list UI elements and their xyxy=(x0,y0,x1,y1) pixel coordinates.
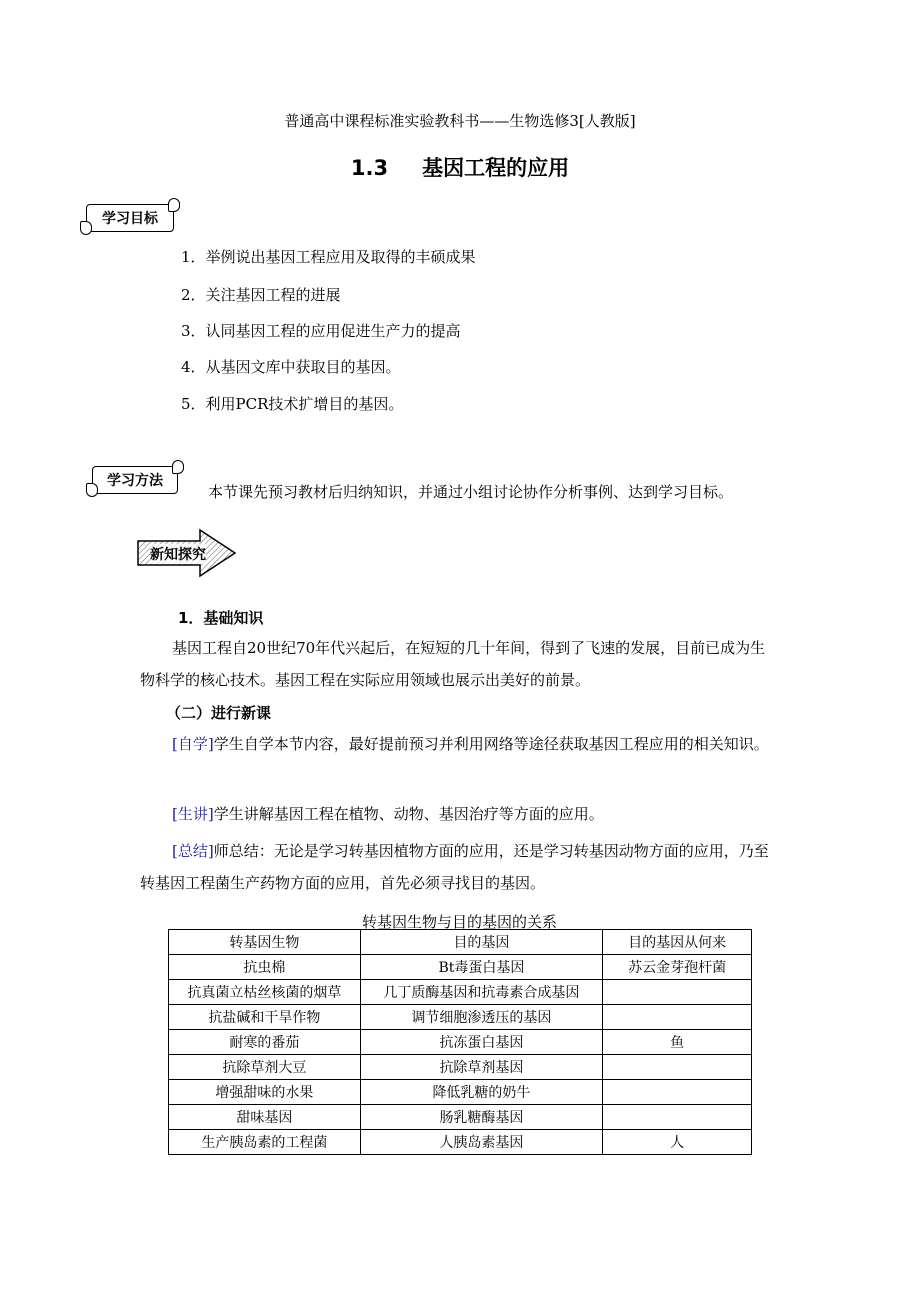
table-caption: 转基因生物与目的基因的关系 xyxy=(361,913,557,931)
table-cell: 抗盐碱和干旱作物 xyxy=(169,1005,361,1030)
scroll-curl-icon xyxy=(86,483,98,497)
summary-tag: [总结] xyxy=(172,842,214,860)
table-cell: Bt毒蛋白基因 xyxy=(360,955,603,980)
table-cell: 甜味基因 xyxy=(169,1105,361,1130)
series-header: 普通高中课程标准实验教科书——生物选修3[人教版] xyxy=(284,112,636,130)
basics-paragraph: 基因工程自20世纪70年代兴起后，在短短的几十年间，得到了飞速的发展，目前已成为生物科学的核心技术。基因工程在实际应用领域也展示出美好的前景。 xyxy=(140,639,766,689)
goal-item: 1．举例说出基因工程应用及取得的丰硕成果 xyxy=(181,248,476,266)
table-cell: 人 xyxy=(603,1130,752,1155)
page-title xyxy=(0,152,920,182)
table-cell: 生产胰岛素的工程菌 xyxy=(169,1130,361,1155)
student-talk-paragraph xyxy=(140,798,780,830)
summary-text: 师总结：无论是学习转基因植物方面的应用，还是学习转基因动物方面的应用，乃至转基因工程菌生产药物方面的应用，首先必须寻找目的基因。 xyxy=(140,842,769,892)
section-title: 基因工程的应用 xyxy=(422,156,570,180)
newlesson-heading: （二）进行新课 xyxy=(166,704,272,722)
table-header-row xyxy=(169,930,752,955)
table-cell: 耐寒的番茄 xyxy=(169,1030,361,1055)
table-row xyxy=(169,955,752,980)
table-cell: 抗除草剂基因 xyxy=(360,1055,603,1080)
table-cell: 抗真菌立枯丝核菌的烟草 xyxy=(169,980,361,1005)
section-number: 1.3 xyxy=(350,156,389,180)
method-text: 本节课先预习教材后归纳知识，并通过小组讨论协作分析事例、达到学习目标。 xyxy=(208,483,734,501)
goal-item: 3．认同基因工程的应用促进生产力的提高 xyxy=(181,322,461,340)
goals-banner-label: 学习目标 xyxy=(86,204,174,232)
table-cell: 鱼 xyxy=(603,1030,752,1055)
table-cell xyxy=(603,1005,752,1030)
table-row xyxy=(169,1005,752,1030)
table-row xyxy=(169,1105,752,1130)
gene-relation-table xyxy=(168,929,752,1155)
scroll-curl-icon xyxy=(168,198,180,212)
table-cell xyxy=(603,1080,752,1105)
table-cell: 抗虫棉 xyxy=(169,955,361,980)
scroll-curl-icon xyxy=(172,460,184,474)
table-row xyxy=(169,980,752,1005)
explore-banner xyxy=(136,528,238,578)
table-cell xyxy=(603,980,752,1005)
explore-banner-label: 新知探究 xyxy=(150,544,206,564)
student-talk-text: 学生讲解基因工程在植物、动物、基因治疗等方面的应用。 xyxy=(213,805,604,823)
table-cell: 降低乳糖的奶牛 xyxy=(360,1080,603,1105)
table-cell: 抗除草剂大豆 xyxy=(169,1055,361,1080)
self-study-text: 学生自学本节内容，最好提前预习并利用网络等途径获取基因工程应用的相关知识。 xyxy=(213,735,769,753)
table-header-cell: 转基因生物 xyxy=(169,930,361,955)
table-cell: 人胰岛素基因 xyxy=(360,1130,603,1155)
table-row xyxy=(169,1080,752,1105)
table-cell: 抗冻蛋白基因 xyxy=(360,1030,603,1055)
scroll-curl-icon xyxy=(80,221,92,235)
student-talk-tag: [生讲] xyxy=(172,805,214,823)
table-cell: 调节细胞渗透压的基因 xyxy=(360,1005,603,1030)
goal-item: 4．从基因文库中获取目的基因。 xyxy=(181,358,401,376)
self-study-tag: [自学] xyxy=(172,735,214,753)
table-row xyxy=(169,1030,752,1055)
self-study-paragraph xyxy=(140,728,780,760)
method-banner xyxy=(86,460,184,494)
table-cell: 苏云金芽孢杆菌 xyxy=(603,955,752,980)
table-header-cell: 目的基因 xyxy=(360,930,603,955)
basics-heading: 1．基础知识 xyxy=(178,609,264,627)
summary-paragraph xyxy=(140,835,780,899)
table-header-cell: 目的基因从何来 xyxy=(603,930,752,955)
method-banner-label: 学习方法 xyxy=(92,466,178,494)
table-cell: 几丁质酶基因和抗毒素合成基因 xyxy=(360,980,603,1005)
goal-item: 5．利用PCR技术扩增目的基因。 xyxy=(181,395,404,413)
table-cell: 增强甜味的水果 xyxy=(169,1080,361,1105)
goals-banner xyxy=(80,198,180,232)
table-cell: 肠乳糖酶基因 xyxy=(360,1105,603,1130)
table-cell xyxy=(603,1105,752,1130)
table-cell xyxy=(603,1055,752,1080)
table-row xyxy=(169,1130,752,1155)
goal-item: 2．关注基因工程的进展 xyxy=(181,286,341,304)
table-row xyxy=(169,1055,752,1080)
